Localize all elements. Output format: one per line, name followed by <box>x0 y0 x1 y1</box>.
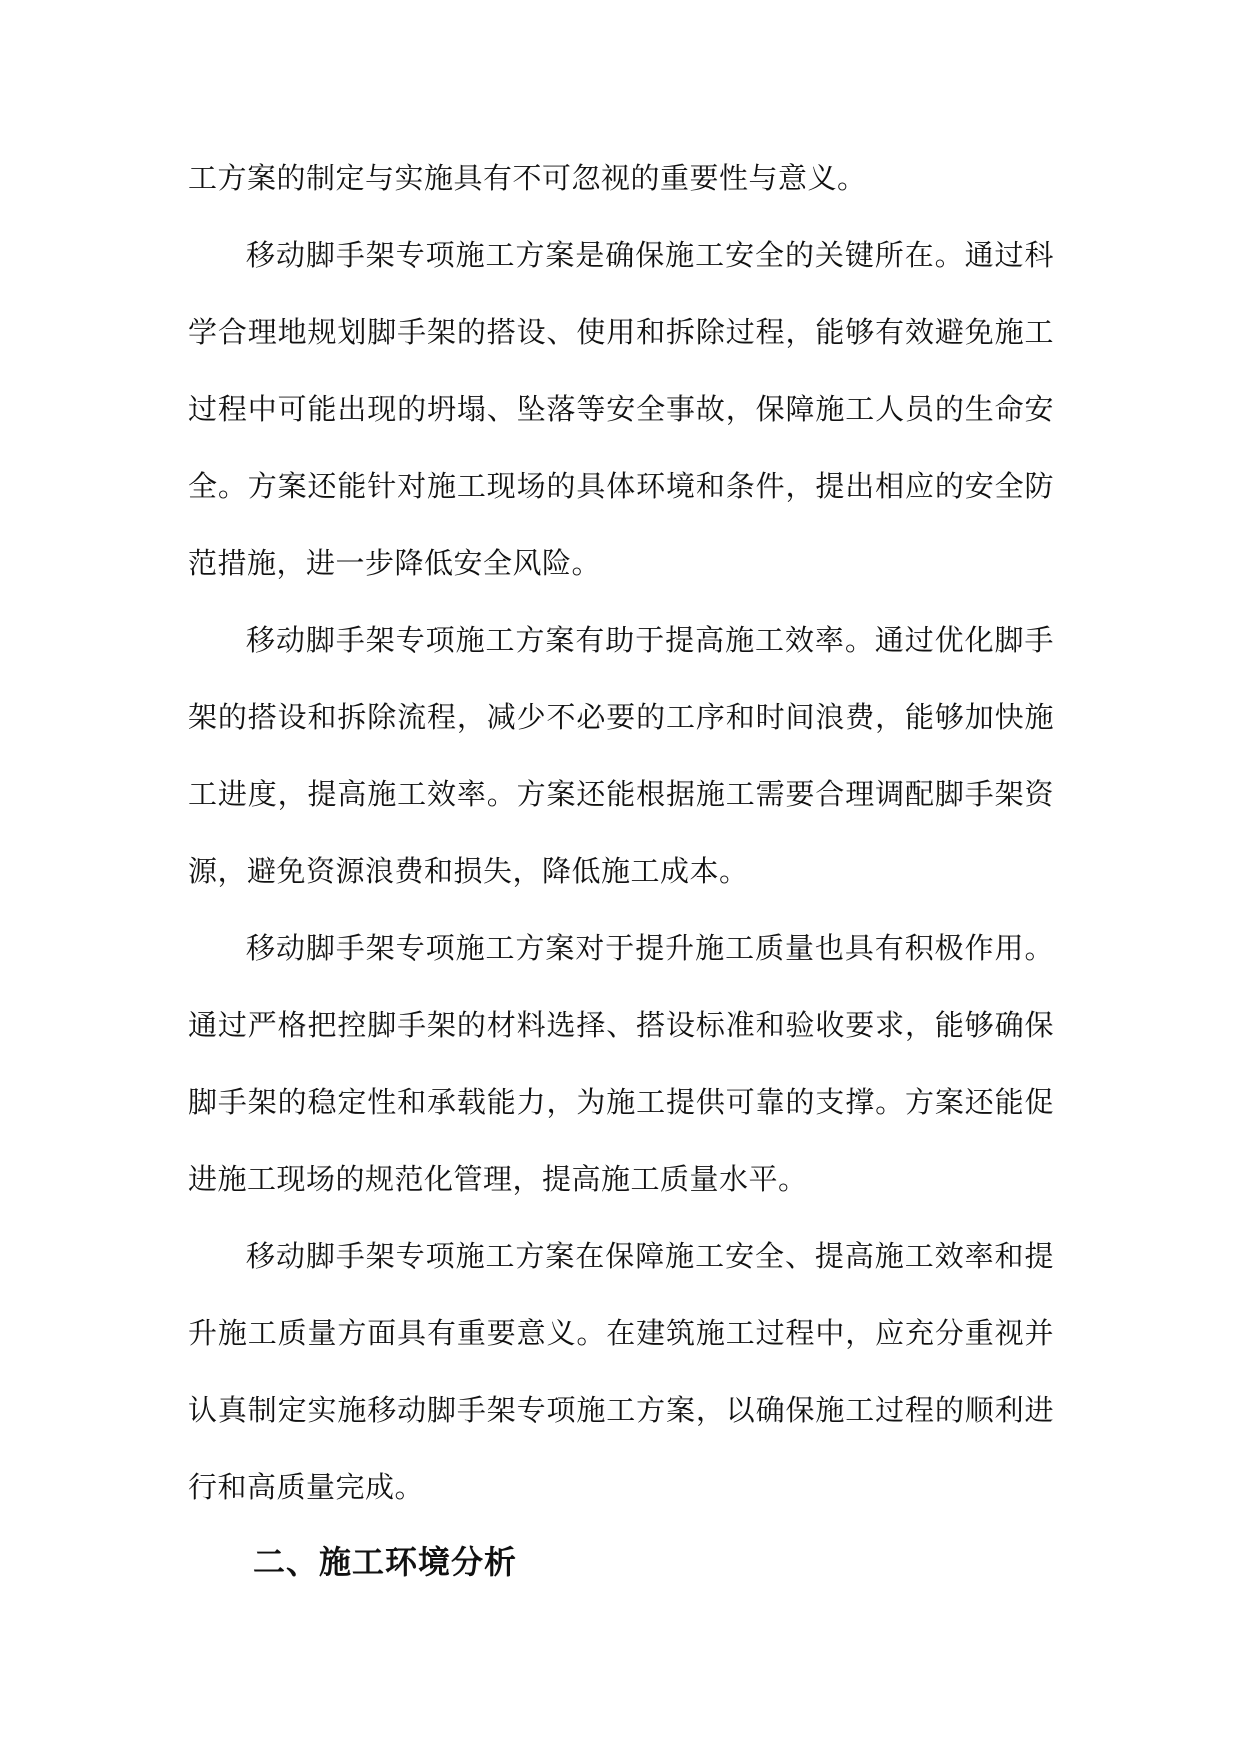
paragraph-safety: 移动脚手架专项施工方案是确保施工安全的关键所在。通过科学合理地规划脚手架的搭设、使用和拆除过程，能够有效避免施工过程中可能出现的坍塌、坠落等安全事故，保障施工人员的生命安全。方案还能针对施工现场的具体环境和条件，提出相应的安全防范措施，进一步降低安全风险。 <box>188 238 1054 580</box>
paragraph-quality: 移动脚手架专项施工方案对于提升施工质量也具有积极作用。通过严格把控脚手架的材料选择、搭设标准和验收要求，能够确保脚手架的稳定性和承载能力，为施工提供可靠的支撑。方案还能促进施工现场的规范化管理，提高施工质量水平。 <box>188 931 1054 1196</box>
section-heading: 二、施工环境分析 <box>253 1543 518 1581</box>
paragraph-summary: 移动脚手架专项施工方案在保障施工安全、提高施工效率和提升施工质量方面具有重要意义。在建筑施工过程中，应充分重视并认真制定实施移动脚手架专项施工方案，以确保施工过程的顺利进行和高质量完成。 <box>188 1239 1054 1504</box>
paragraph-continuation: 工方案的制定与实施具有不可忽视的重要性与意义。 <box>188 161 867 195</box>
paragraph-efficiency: 移动脚手架专项施工方案有助于提高施工效率。通过优化脚手架的搭设和拆除流程，减少不必要的工序和时间浪费，能够加快施工进度，提高施工效率。方案还能根据施工需要合理调配脚手架资源，避免资源浪费和损失，降低施工成本。 <box>188 623 1054 888</box>
document-body <box>188 140 1054 1526</box>
